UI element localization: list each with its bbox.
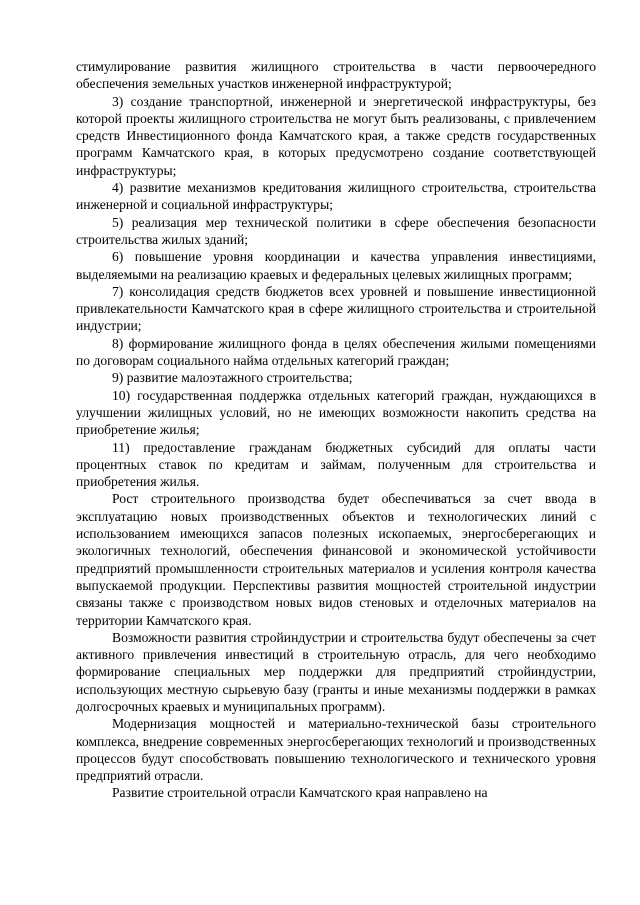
paragraph-industry-opportunities: Возможности развития стройиндустрии и строительства будут обеспечены за счет активного привлечения инвестиций в строительную отрасль, для чего необходимо формирование специальных мер поддержки для предприятий стройиндустрии, использующих местную сырьевую базу (гранты и иные механизмы поддержки в рамках долгосрочных краевых и муниципальных программ). (76, 629, 596, 714)
paragraph-modernization: Модернизация мощностей и материально-технической базы строительного комплекса, внедрение современных энергосберегающих технологий и производственных процессов будут способствовать повышению технологического и технического уровня предприятий отрасли. (76, 716, 596, 784)
paragraph-item-11: 11) предоставление гражданам бюджетных субсидий для оплаты части процентных ставок по кредитам и займам, полученным для строительства и приобретения жилья. (76, 439, 596, 490)
paragraph-item-7: 7) консолидация средств бюджетов всех уровней и повышение инвестиционной привлекательности Камчатского края в сфере жилищного строительства и строительной индустрии; (76, 283, 596, 334)
paragraph-item-5: 5) реализация мер технической политики в сфере обеспечения безопасности строительства жилых зданий; (76, 214, 596, 247)
paragraph-item-4: 4) развитие механизмов кредитования жилищного строительства, строительства инженерной и социальной инфраструктуры; (76, 180, 596, 213)
document-page (76, 58, 596, 802)
paragraph-continuation: стимулирование развития жилищного строительства в части первоочередного обеспечения земельных участков инженерной инфраструктурой; (76, 59, 596, 92)
paragraph-production-growth: Рост строительного производства будет обеспечиваться за счет ввода в эксплуатацию новых производственных объектов и технологических линий с использованием имеющихся запасов полезных ископаемых, энергосберегающих и экологичных технологий, обеспечения финансовой и экономической устойчивости предприятий промышленности строительных материалов и усиления контроля качества выпускаемой продукции. Перспективы развития мощностей строительной индустрии связаны также с производством новых видов стеновых и отделочных материалов на территории Камчатского края. (76, 491, 596, 628)
paragraph-item-10: 10) государственная поддержка отдельных категорий граждан, нуждающихся в улучшении жилищных условий, но не имеющих возможности накопить средства на приобретение жилья; (76, 387, 596, 438)
paragraph-item-3: 3) создание транспортной, инженерной и энергетической инфраструктуры, без которой проекты жилищного строительства не могут быть реализованы, с привлечением средств Инвестиционного фонда Камчатского края, а также средств государственных программ Камчатского края, в которых предусмотрено создание соответствующей инфраструктуры; (76, 93, 596, 178)
paragraph-item-8: 8) формирование жилищного фонда в целях обеспечения жилыми помещениями по договорам социального найма отдельных категорий граждан; (76, 335, 596, 369)
paragraph-item-9: 9) развитие малоэтажного строительства; (112, 370, 353, 386)
paragraph-item-6: 6) повышение уровня координации и качества управления инвестициями, выделяемыми на реализацию краевых и федеральных целевых жилищных программ; (76, 249, 596, 282)
paragraph-development-direction: Развитие строительной отрасли Камчатского края направлено на (112, 785, 488, 801)
